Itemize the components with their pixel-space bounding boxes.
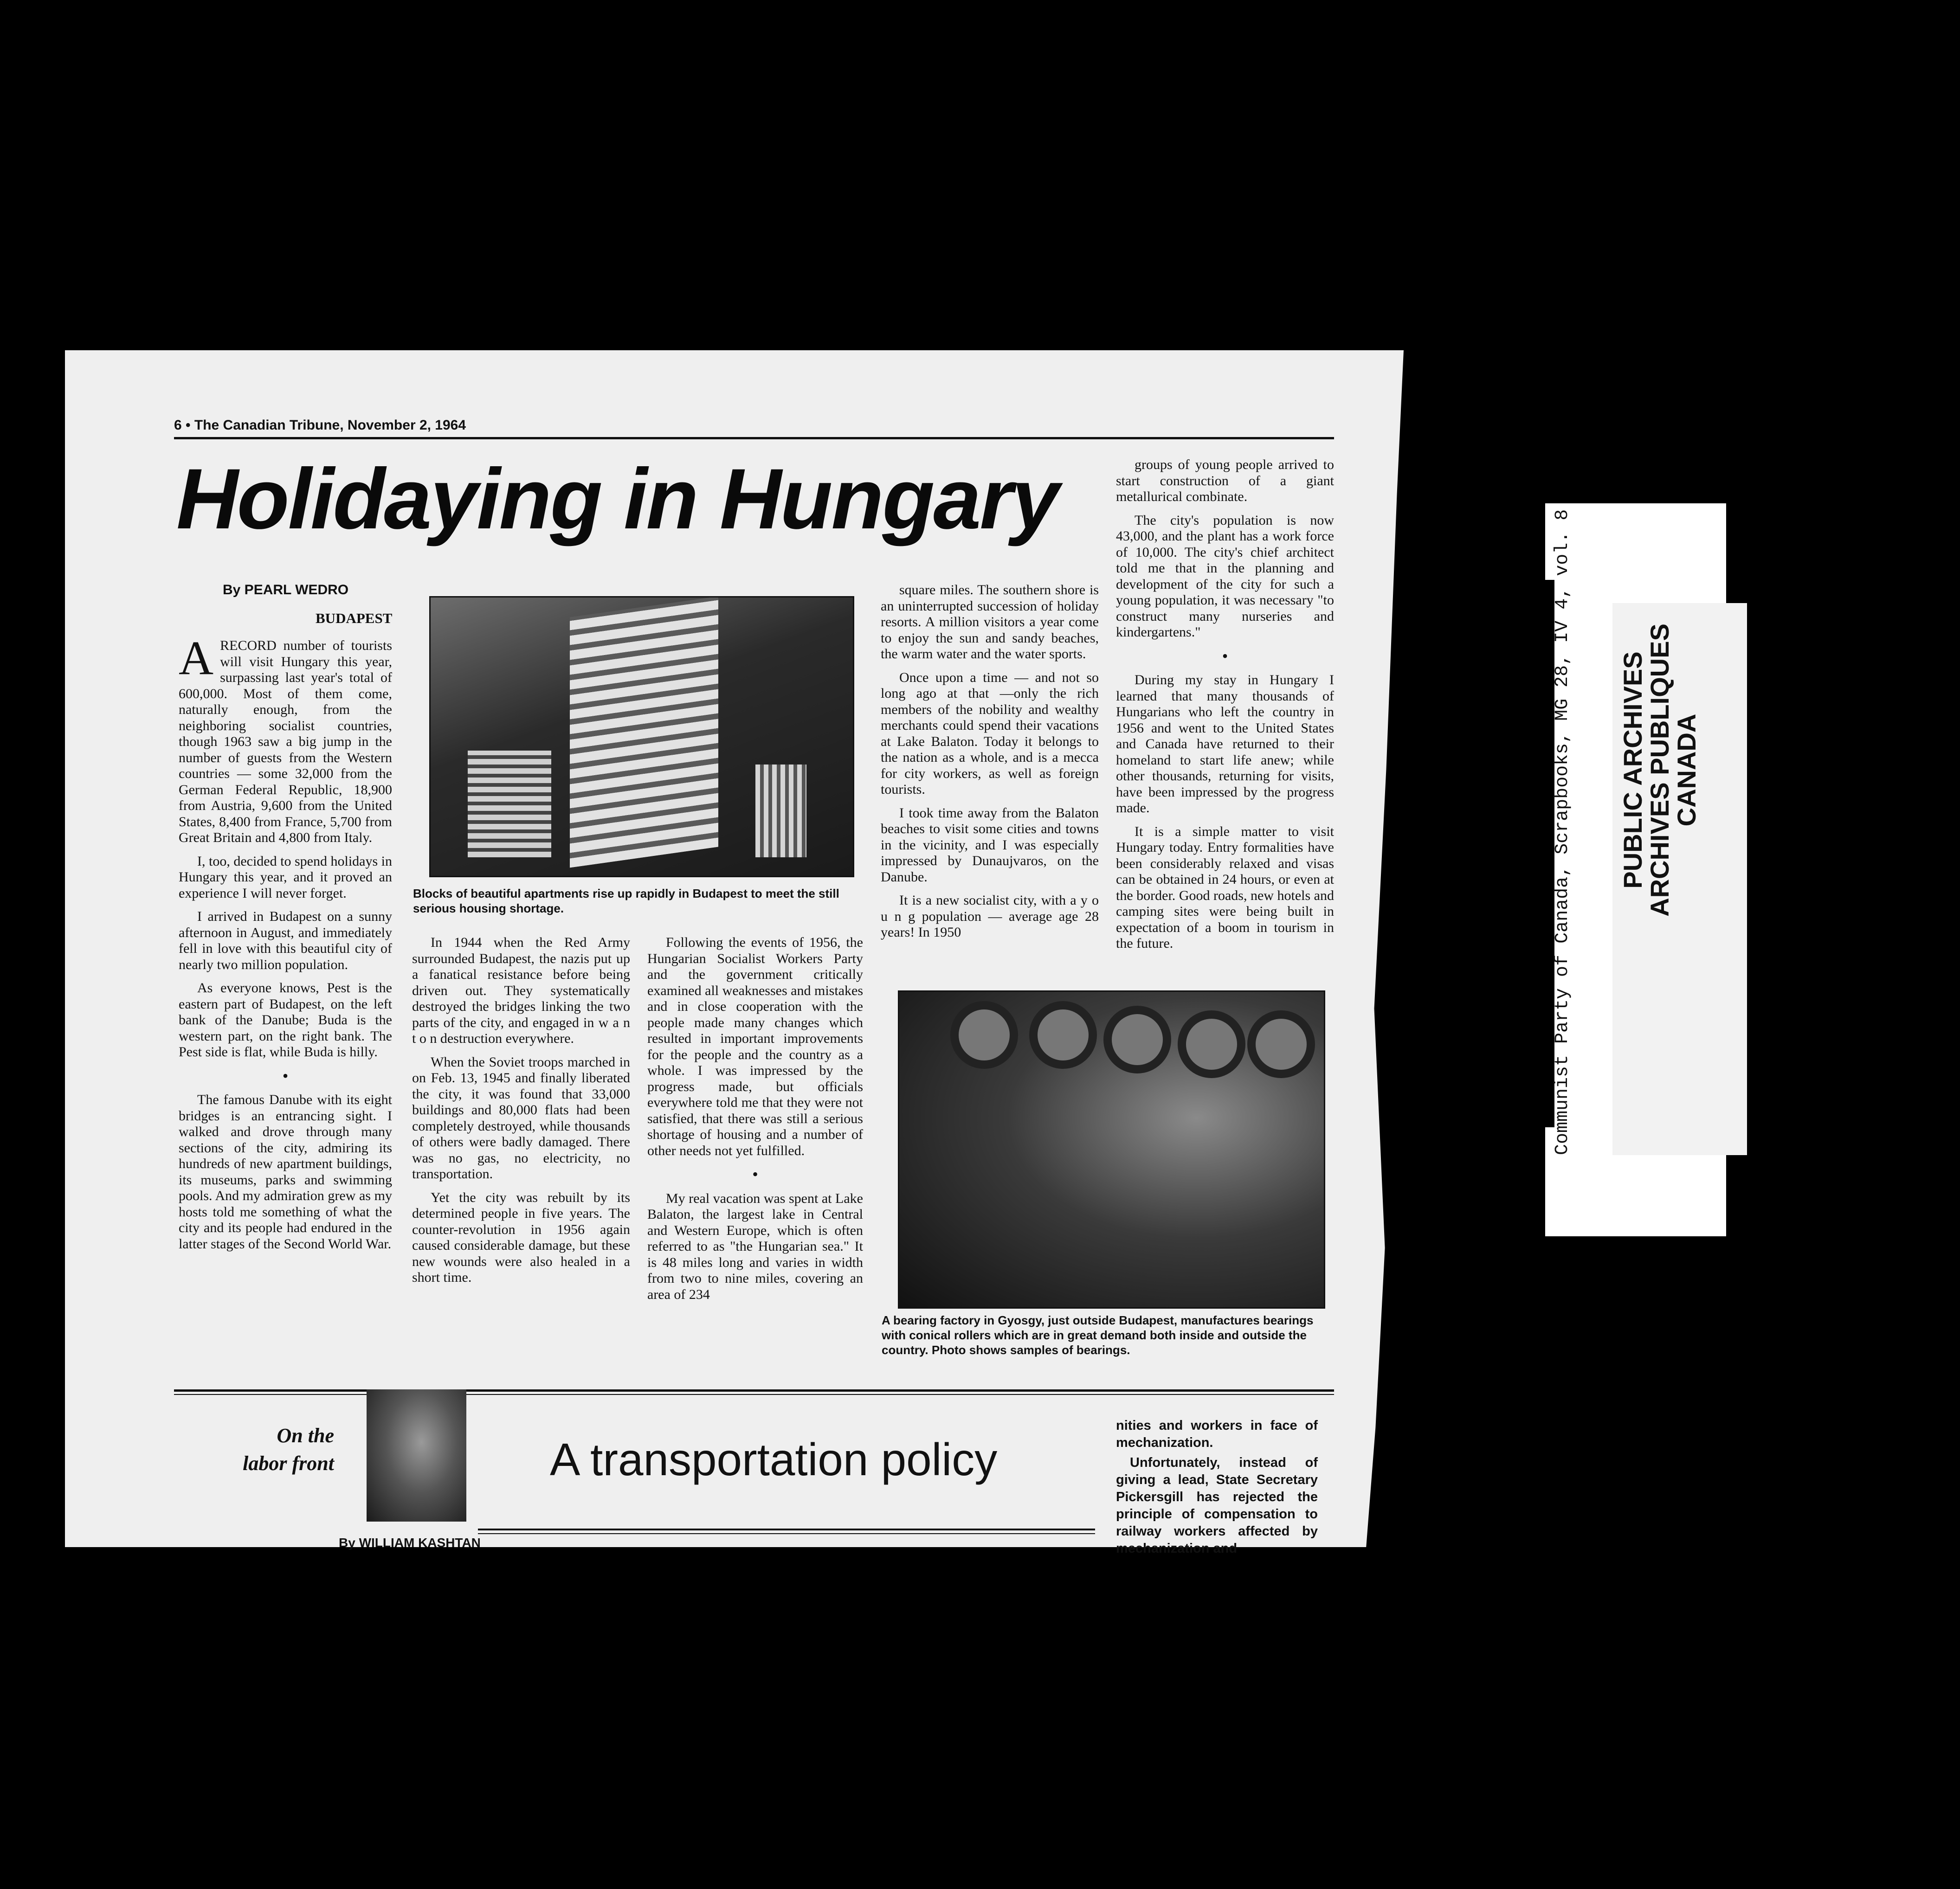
paragraph: It is a new socialist city, with a y o u n g population — average age 28 years! In 1950	[881, 893, 1099, 940]
bearing-shape	[1103, 1006, 1171, 1073]
paragraph: square miles. The southern shore is an uninterrupted succession of holiday resorts. A million visitors a year come to enjoy the sun and sandy beaches, the warm water and the water sports.	[881, 582, 1099, 662]
paragraph: nities and workers in face of mechanization.	[1116, 1418, 1318, 1450]
archive-stamp-line: CANADA	[1672, 713, 1701, 827]
title-rule	[478, 1529, 1095, 1530]
bearing-shape	[1178, 1010, 1245, 1078]
section-bullet: •	[752, 1165, 758, 1183]
building-shape	[755, 765, 806, 857]
paragraph: I took time away from the Balaton beaches to visit some cities and towns in the vicinity, and I was especially impressed by Dunaujvaros, on the Danube.	[881, 805, 1099, 885]
page-folio: 6 • The Canadian Tribune, November 2, 1964	[174, 418, 466, 433]
paragraph: The city's population is now 43,000, and the plant has a work force of 10,000. The city's chief architect told me that in the planning and development of the city for such a young population, it was necessary "to construct many nurseries and kindergartens."	[1116, 512, 1334, 640]
paragraph: Once upon a time — and not so long ago at that —only the rich members of the nobility and wealthy merchants could spend their vacations at Lake Balaton. Today it belongs to the nation as a whole, and is a mecca for city workers, as well as foreign tourists.	[881, 669, 1099, 797]
bearing-factory-photo	[898, 990, 1325, 1309]
paragraph: It is a simple matter to visit Hungary today. Entry formalities have been considerably relaxed and visas can be obtained in 24 hours, or even at the border. Good roads, new hotels and camping sites were being built in expectation of a boom in tourism in the future.	[1116, 823, 1334, 951]
paragraph: In 1944 when the Red Army surrounded Budapest, the nazis put up a fanatical resistance before being driven out. They systematically destroyed the bridges linking the two parts of the city, and engaged in w a n t o n destruction everywhere.	[412, 935, 630, 1046]
archive-stamp-line: ARCHIVES PUBLIQUES	[1645, 623, 1674, 917]
paragraph: As everyone knows, Pest is the eastern part of Budapest, on the left bank of the Danube; Buda is the western part, on the right bank. The Pest side is flat, while Buda is hilly.	[179, 980, 392, 1060]
paragraph: I, too, decided to spend holidays in Hungary this year, and it proved an experience I will never forget.	[179, 853, 392, 901]
column-2	[412, 935, 630, 1293]
paragraph: My real vacation was spent at Lake Balaton, the largest lake in Central and Western Europe, which is often referred to as "the Hungarian sea." It is 48 miles long and varies in width from two to nine miles, covering an area of 234	[647, 1190, 863, 1302]
column-4	[881, 582, 1099, 948]
column-label-line: On the	[277, 1424, 334, 1447]
paragraph: Yet the city was rebuilt by its determined people in five years. The counter-revolution in 1956 again caused considerable damage, but these new wounds were also healed in a short time.	[412, 1189, 630, 1285]
apartment-blocks-photo	[429, 596, 854, 877]
article-title: A transportation policy	[550, 1434, 998, 1485]
provenance-label: Communist Party of Canada, Scrapbooks, MG 28, IV 4, vol. 8	[1552, 509, 1573, 1155]
archive-stamp-line: PUBLIC ARCHIVES	[1618, 651, 1647, 889]
column-label	[200, 1422, 334, 1478]
section-bullet: •	[1222, 646, 1228, 665]
top-rule	[174, 437, 1334, 439]
paragraph: When the Soviet troops marched in on Feb. 13, 1945 and finally liberated the city, it was found that 33,000 buildings and 80,000 flats had been completely destroyed, while thousands of others were badly damaged. There was no gas, no electricity, no transportation.	[412, 1054, 630, 1182]
photo-caption: A bearing factory in Gyosgy, just outside Budapest, manufactures bearings with conical rollers which are in great demand both inside and outside the country. Photo shows samples of bearings.	[882, 1313, 1314, 1357]
paragraph: During my stay in Hungary I learned that many thousands of Hungarians who left the country in 1956 and went to the United States and Canada have returned to their homeland to start life anew; while other thousands, returning for visits, have been impressed by the progress made.	[1116, 672, 1334, 816]
dateline: BUDAPEST	[316, 610, 393, 626]
bearing-shape	[1247, 1010, 1315, 1078]
building-shape	[570, 597, 718, 868]
title-rule	[478, 1533, 1095, 1534]
paragraph: Unfortunately, instead of giving a lead, State Secretary Pickersgill has rejected the principle of compensation to railway workers affected by mechanization and	[1116, 1455, 1318, 1556]
column-1	[179, 631, 392, 1259]
headline: Holidaying in Hungary	[176, 451, 1058, 547]
paragraph: Following the events of 1956, the Hungarian Socialist Workers Party and the government critically examined all weaknesses and mistakes and in close cooperation with the people made many changes which resulted in important improvements for the people and the country as a whole. I was impressed by the progress made, but officials everywhere told me that they were not satisfied, that there was still a serious shortage of housing and a number of other needs not yet fulfilled.	[647, 935, 863, 1158]
photo-caption: Blocks of beautiful apartments rise up rapidly in Budapest to meet the still serious housing shortage.	[413, 887, 839, 915]
section-bullet: •	[282, 1066, 289, 1085]
building-shape	[468, 751, 551, 857]
column-last	[1116, 1417, 1318, 1560]
paragraph: ARECORD number of tourists will visit Hungary this year, surpassing last year's total of 600,000. Most of them come, naturally enough, from the neighboring socialist countries, though 1963 saw a big jump in the number of guests from the Western countries — some 32,000 from the German Federal Republic, 18,900 from Austria, 9,600 from the United States, 8,400 from France, 5,700 from Great Britain and 4,800 from Italy.	[179, 631, 392, 845]
column-5	[1116, 457, 1334, 959]
bottom-rule	[174, 1389, 1334, 1392]
bearing-shape	[1029, 1001, 1097, 1069]
archive-stamp	[1619, 492, 1700, 1048]
paragraph: I arrived in Budapest on a sunny afternoon in August, and immediately fell in love with this beautiful city of nearly two million population.	[179, 909, 392, 972]
byline: By PEARL WEDRO	[223, 582, 349, 598]
paragraph: groups of young people arrived to start construction of a giant metallurical combinate.	[1116, 457, 1334, 504]
byline: By WILLIAM KASHTAN	[339, 1536, 481, 1550]
bottom-rule	[174, 1394, 1334, 1395]
author-portrait	[367, 1389, 466, 1522]
column-label-line: labor front	[243, 1452, 334, 1475]
bearing-shape	[950, 1001, 1018, 1069]
paragraph: The famous Danube with its eight bridges is an entrancing sight. I walked and drove through many sections of the city, admiring its hundreds of new apartment buildings, its museums, parks and swimming pools. And my admiration grew as my hosts told me something of what the city and its people had endured in the latter stages of the Second World War.	[179, 1092, 392, 1252]
column-3	[647, 935, 863, 1310]
